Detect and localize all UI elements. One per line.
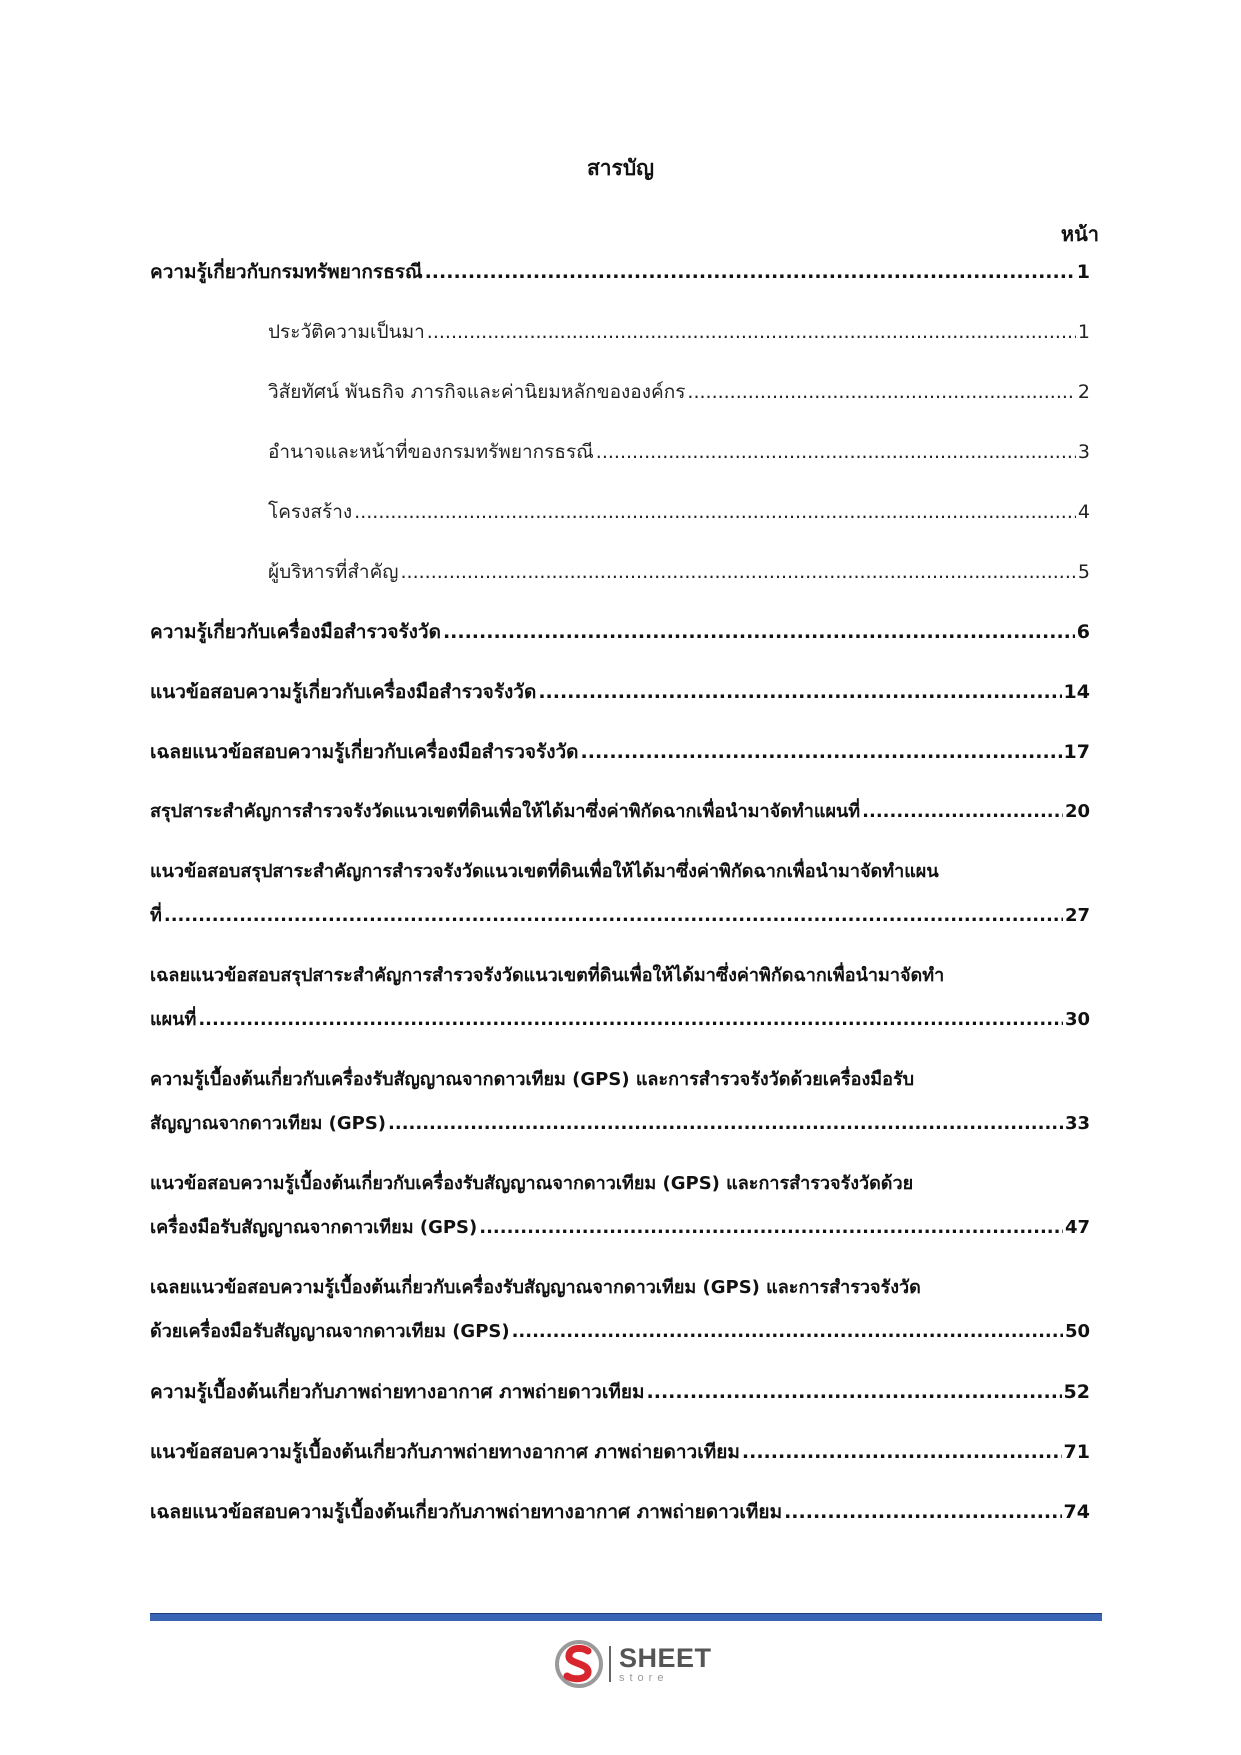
toc-leader-dots — [198, 998, 1063, 1042]
toc-entry-label: เฉลยแนวข้อสอบความรู้เบื้องต้นเกี่ยวกับภาพถ่ายทางอากาศ ภาพถ่ายดาวเทียม — [150, 1501, 783, 1523]
toc-entry-page: 1 — [1077, 321, 1090, 343]
toc-leader-dots — [596, 430, 1076, 474]
toc-leader-dots — [512, 1310, 1063, 1354]
toc-leader-dots — [354, 490, 1076, 534]
toc-leader-dots — [687, 370, 1076, 414]
toc-entry-page: 30 — [1064, 1009, 1090, 1030]
toc-leader-dots — [742, 1430, 1062, 1474]
toc-entry-label: แนวข้อสอบความรู้เบื้องต้นเกี่ยวกับภาพถ่ายทางอากาศ ภาพถ่ายดาวเทียม — [150, 1441, 740, 1463]
toc-entry[interactable] — [150, 1162, 1090, 1250]
toc-entry-label-line1: แนวข้อสอบสรุปสาระสำคัญการสำรวจรังวัดแนวเขตที่ดินเพื่อให้ได้มาซึ่งค่าพิกัดฉากเพื่อนำมาจัดทำแผน — [150, 861, 939, 882]
toc-entry[interactable] — [150, 850, 1090, 938]
toc-entry[interactable] — [150, 1058, 1090, 1146]
toc-entry-page: 4 — [1077, 501, 1090, 523]
toc-leader-dots — [479, 1206, 1063, 1250]
footer-rule — [150, 1613, 1102, 1621]
toc-leader-dots — [538, 670, 1061, 714]
toc-entry-label: อำนาจและหน้าที่ของกรมทรัพยากรธรณี — [268, 441, 594, 463]
toc-leader-dots — [427, 310, 1076, 354]
toc-entry-label: ผู้บริหารที่สำคัญ — [268, 561, 399, 583]
toc-entry-page: 74 — [1063, 1501, 1090, 1523]
toc-entry-page: 33 — [1064, 1113, 1090, 1134]
toc-entry-page: 47 — [1064, 1217, 1090, 1238]
toc-leader-dots — [388, 1102, 1063, 1146]
toc-entry[interactable] — [150, 790, 1090, 834]
toc-entry-label-line2: แผนที่ — [150, 1009, 197, 1030]
toc-entry-page: 6 — [1076, 621, 1090, 643]
toc-entry[interactable] — [150, 954, 1090, 1042]
sheet-store-logo — [555, 1637, 712, 1691]
toc-entry-label: สรุปสาระสำคัญการสำรวจรังวัดแนวเขตที่ดินเพื่อให้ได้มาซึ่งค่าพิกัดฉากเพื่อนำมาจัดทำแผนที่ — [150, 801, 861, 822]
toc-entry-label: ความรู้เกี่ยวกับเครื่องมือสำรวจรังวัด — [150, 621, 441, 643]
page-column-label: หน้า — [1060, 222, 1099, 246]
toc-entry-page: 20 — [1064, 801, 1090, 822]
toc-leader-dots — [862, 790, 1063, 834]
toc-subentry[interactable] — [150, 310, 1090, 354]
toc-entry-page: 2 — [1077, 381, 1090, 403]
toc-leader-dots — [425, 250, 1075, 294]
toc-entry-label: ความรู้เกี่ยวกับกรมทรัพยากรธรณี — [150, 261, 423, 283]
toc-entry-page: 71 — [1063, 1441, 1090, 1463]
toc-leader-dots — [401, 550, 1076, 594]
toc-leader-dots — [164, 894, 1063, 938]
toc-subentry[interactable] — [150, 490, 1090, 534]
toc-entry-label: วิสัยทัศน์ พันธกิจ ภารกิจและค่านิยมหลักขององค์กร — [268, 381, 686, 403]
toc-entry-label-line1: ความรู้เบื้องต้นเกี่ยวกับเครื่องรับสัญญาณจากดาวเทียม (GPS) และการสำรวจรังวัดด้วยเครื่องมือรับ — [150, 1069, 915, 1090]
toc-entry-page: 17 — [1063, 741, 1090, 763]
toc-entry-label-line2: ด้วยเครื่องมือรับสัญญาณจากดาวเทียม (GPS) — [150, 1321, 510, 1342]
toc-entry-label-line2: ที่ — [150, 905, 162, 926]
toc-entry-label: แนวข้อสอบความรู้เกี่ยวกับเครื่องมือสำรวจรังวัด — [150, 681, 537, 703]
toc-entry[interactable] — [150, 610, 1090, 654]
toc-leader-dots — [647, 1370, 1062, 1414]
toc-entry-page: 27 — [1064, 905, 1090, 926]
toc-entry-page: 5 — [1077, 561, 1090, 583]
toc-leader-dots — [443, 610, 1075, 654]
toc-entry[interactable] — [150, 670, 1090, 714]
toc-entry[interactable] — [150, 1370, 1090, 1414]
toc-entry[interactable] — [150, 1266, 1090, 1354]
toc-leader-dots — [784, 1490, 1061, 1534]
table-of-contents — [150, 250, 1090, 1534]
toc-entry-label-line1: เฉลยแนวข้อสอบความรู้เบื้องต้นเกี่ยวกับเครื่องรับสัญญาณจากดาวเทียม (GPS) และการสำรวจรังวัด — [150, 1277, 921, 1298]
logo-separator — [609, 1646, 611, 1682]
toc-subentry[interactable] — [150, 370, 1090, 414]
toc-entry-page: 3 — [1077, 441, 1090, 463]
toc-entry-label: ประวัติความเป็นมา — [268, 321, 425, 343]
toc-entry-page: 14 — [1063, 681, 1090, 703]
logo-text: SHEET — [619, 1642, 712, 1673]
toc-entry-label: เฉลยแนวข้อสอบความรู้เกี่ยวกับเครื่องมือสำรวจรังวัด — [150, 741, 579, 763]
toc-entry[interactable] — [150, 730, 1090, 774]
toc-entry-label-line2: เครื่องมือรับสัญญาณจากดาวเทียม (GPS) — [150, 1217, 478, 1238]
toc-entry[interactable] — [150, 1430, 1090, 1474]
toc-entry[interactable] — [150, 1490, 1090, 1534]
logo-subtext: store — [619, 1671, 669, 1684]
toc-subentry[interactable] — [150, 550, 1090, 594]
toc-entry[interactable] — [150, 250, 1090, 294]
logo-wordmark — [619, 1642, 712, 1684]
toc-entry-label: ความรู้เบื้องต้นเกี่ยวกับภาพถ่ายทางอากาศ ภาพถ่ายดาวเทียม — [150, 1381, 645, 1403]
toc-entry-label-line1: แนวข้อสอบความรู้เบื้องต้นเกี่ยวกับเครื่องรับสัญญาณจากดาวเทียม (GPS) และการสำรวจรังวัดด้วย — [150, 1173, 914, 1194]
toc-leader-dots — [581, 730, 1062, 774]
toc-entry-label-line1: เฉลยแนวข้อสอบสรุปสาระสำคัญการสำรวจรังวัดแนวเขตที่ดินเพื่อให้ได้มาซึ่งค่าพิกัดฉากเพื่อนำมาจัดทำ — [150, 965, 945, 986]
page-title: สารบัญ — [586, 156, 655, 180]
toc-entry-page: 50 — [1064, 1321, 1090, 1342]
toc-subentry[interactable] — [150, 430, 1090, 474]
toc-entry-label-line2: สัญญาณจากดาวเทียม (GPS) — [150, 1113, 387, 1134]
toc-entry-page: 52 — [1063, 1381, 1090, 1403]
toc-entry-label: โครงสร้าง — [268, 501, 353, 523]
sheet-store-logo-icon — [555, 1639, 603, 1689]
toc-entry-page: 1 — [1076, 261, 1090, 283]
